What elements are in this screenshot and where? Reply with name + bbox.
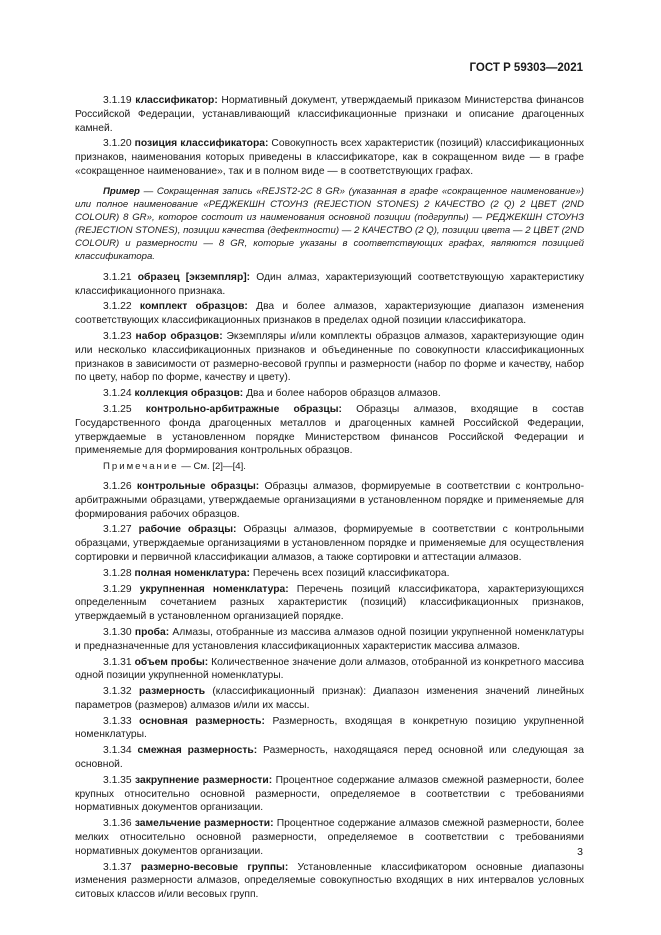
note-label: Примечание	[103, 461, 179, 473]
definition-term: основная размерность:	[139, 715, 265, 727]
definition-term: размерность	[138, 686, 206, 698]
definitions-group-3	[75, 480, 584, 902]
example-text: — Сокращенная запись «REJST2-2C 8 GR» (указанная в графе «сокращенное наименование») или полное наименование «РЕДЖЕКШН СТОУНЗ (REJECTION STONES) 2 КАЧЕСТВО (2 Q) 2 ЦВЕТ (2ND COLOUR) 8 GR», которое состоит из наименования основной позиции (подгруппы) — РЕДЖЕКШН СТОУНЗ (REJECTION STONES), позиции качества (дефектности) — 2 КАЧЕСТВО (2 Q), позиции цвета — 2 ЦВЕТ (2ND COLOUR) и размерности — 8 GR, которые указаны в соответствующих графах, являются позицией классификатора.	[75, 185, 584, 262]
definition-text: Образцы алмазов, формируемые в соответствии с контрольными образцами, утверждаемые организациями в установленном порядке и применяемые для осуществления сортировки и первичной классификации алмазов, а также сортировки и аттестации алмазов.	[75, 524, 584, 563]
definition-text: (классификационный признак): Диапазон изменения значений линейных параметров (размеров) алмазов и/или их массы.	[75, 686, 584, 711]
definition-number: 3.1.35	[103, 774, 132, 786]
definition-term: закрупнение размерности:	[135, 774, 273, 786]
definition-number: 3.1.29	[103, 583, 132, 595]
definition-text: Процентное содержание алмазов смежной размерности, более мелких относительно основной размерности, определяемое в соответствии с требованиями нормативных документов организации.	[75, 818, 584, 857]
definition-term: полная номенклатура:	[134, 567, 250, 579]
note-block	[75, 460, 584, 474]
definition-number: 3.1.27	[103, 524, 132, 536]
definition-term: классификатор:	[135, 95, 218, 106]
definition-text: Перечень всех позиций классификатора.	[249, 567, 450, 579]
definition-item	[75, 271, 584, 299]
definition-item	[75, 583, 584, 624]
definition-number: 3.1.26	[103, 480, 132, 492]
definition-term: комплект образцов:	[139, 301, 248, 313]
definition-term: укрупненная номенклатура:	[139, 583, 289, 595]
definition-number: 3.1.20	[103, 138, 132, 150]
definition-item	[75, 480, 584, 521]
definition-number: 3.1.31	[103, 656, 132, 668]
definition-text: Перечень позиций классификатора, характеризующихся определенным сочетанием разных характеристик (позиций) классификационных признаков, утверждаемый в установленном организацией порядке.	[75, 583, 584, 623]
definition-item	[75, 300, 584, 328]
example-block	[75, 185, 584, 263]
definition-item	[75, 403, 584, 458]
standard-header: ГОСТ Р 59303—2021	[469, 62, 583, 74]
definition-term: контрольные образцы:	[136, 480, 260, 492]
definition-term: рабочие образцы:	[138, 524, 237, 536]
definition-number: 3.1.36	[103, 818, 132, 830]
definition-number: 3.1.28	[103, 567, 132, 579]
example-label: Пример	[103, 185, 140, 197]
definition-text: Образцы алмазов, формируемые в соответствии с контрольно-арбитражными образцами, утверждаемые организациями в установленном порядке и применяемые для формирования рабочих образцов.	[75, 480, 584, 520]
definition-text: Процентное содержание алмазов смежной размерности, более крупных относительно основной размерности, определяемое в соответствии с требованиями нормативных документов организации.	[75, 774, 584, 814]
definition-number: 3.1.37	[103, 861, 132, 873]
definition-text: Один алмаз, характеризующий соответствующую характеристику классификационного признака.	[75, 271, 584, 297]
definition-term: контрольно-арбитражные образцы:	[145, 403, 342, 415]
definition-text: Два и более алмазов, характеризующие диапазон изменения соответствующих классификационных признаков в пределах одной позиции классификатора.	[75, 301, 584, 327]
definition-item	[75, 774, 584, 815]
definition-term: набор образцов:	[135, 330, 223, 342]
definition-number: 3.1.33	[103, 715, 132, 727]
definition-term: размерно-весовые группы:	[140, 861, 289, 873]
definition-number: 3.1.30	[103, 626, 132, 638]
definition-item	[75, 656, 584, 684]
page-number: 3	[577, 846, 583, 858]
definition-text: Количественное значение доли алмазов, отобранной из конкретного массива одной позиции укрупненной номенклатуры.	[75, 656, 584, 682]
definition-item	[75, 817, 584, 858]
definition-text: Совокупность всех характеристик (позиций) классификационных признаков, наименования которых приведены в классификаторе, как в сокращенном виде — в графе «сокращенное наименование», так и в полном виде — в соответствующих графах.	[75, 138, 584, 177]
definition-term: коллекция образцов:	[134, 388, 244, 400]
definitions-group-1	[75, 94, 584, 179]
definition-term: образец [экземпляр]:	[137, 271, 251, 283]
definition-text: Два и более наборов образцов алмазов.	[243, 388, 441, 400]
definition-number: 3.1.24	[103, 388, 132, 400]
definition-number: 3.1.32	[103, 686, 132, 698]
definition-text: Экземпляры и/или комплекты образцов алмазов, характеризующие один или несколько классификационных признаков и объединенные по совокупности классификационных признаков в зависимости от размерно-весовой группы и размерности (набор по форме и качеству, набор по цвету, набор по форме, качеству и цвету).	[75, 330, 584, 384]
definition-text: Образцы алмазов, входящие в состав Государственного фонда драгоценных металлов и драгоценных камней Российской Федерации, утверждаемые в установленном порядке Министерством финансов Российской Федерации и применяемые для формирования контрольных образцов.	[75, 403, 584, 457]
definition-item	[75, 330, 584, 385]
definition-text: Установленные классификатором основные диапазоны изменения размерности алмазов, определяемые совокупностью входящих в них интервалов условных ситовых классов и/или весовых групп.	[75, 861, 584, 901]
definition-term: позиция классификатора:	[134, 138, 269, 150]
definition-term: замельчение размерности:	[134, 818, 274, 830]
definition-number: 3.1.21	[103, 271, 132, 283]
definition-number: 3.1.34	[103, 745, 132, 757]
definition-text: Алмазы, отобранные из массива алмазов одной позиции укрупненной номенклатуры и предназначенные для установления классификационных характеристик массива алмазов.	[75, 626, 584, 652]
definition-item	[75, 94, 584, 135]
note-text: — См. [2]—[4].	[178, 461, 246, 473]
definitions-group-2	[75, 271, 584, 458]
definition-term: проба:	[134, 626, 170, 638]
definition-text: Нормативный документ, утверждаемый приказом Министерства финансов Российской Федерации, устанавливающий классификационные признаки и описание драгоценных камней.	[75, 95, 584, 134]
definition-item	[75, 861, 584, 902]
definition-item	[75, 626, 584, 654]
definition-number: 3.1.23	[103, 330, 132, 342]
definition-item	[75, 715, 584, 743]
definition-text: Размерность, находящаяся перед основной или следующая за основной.	[75, 745, 584, 771]
definition-number: 3.1.19	[103, 95, 132, 106]
definition-number: 3.1.25	[103, 403, 132, 415]
definition-item	[75, 137, 584, 178]
definition-number: 3.1.22	[103, 301, 132, 313]
definition-item	[75, 685, 584, 713]
definitions-content	[75, 92, 584, 902]
definition-item	[75, 567, 584, 581]
definition-item	[75, 523, 584, 564]
definition-term: смежная размерность:	[137, 745, 258, 757]
definition-item	[75, 744, 584, 772]
definition-text: Размерность, входящая в конкретную позицию укрупненной номенклатуры.	[75, 715, 584, 741]
definition-item	[75, 387, 584, 401]
definition-term: объем пробы:	[134, 656, 209, 668]
